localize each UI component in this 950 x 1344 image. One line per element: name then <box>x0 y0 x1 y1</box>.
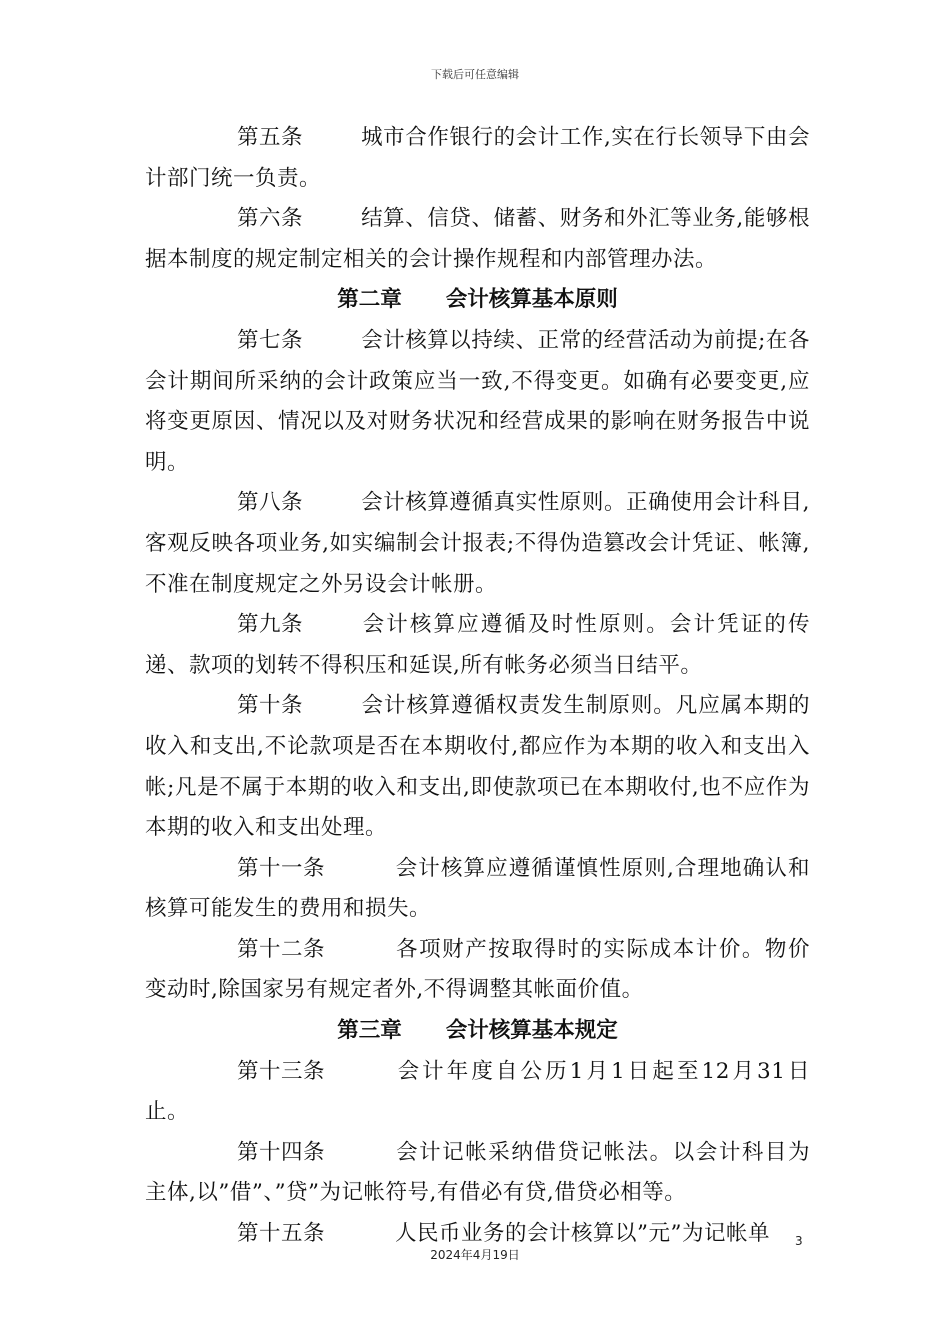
article-paragraph <box>145 930 810 1011</box>
article-text: 会计记帐采纳借贷记帐法。以会计科目为主体,以”借”、”贷”为记帐符号,有借必有贷,借贷必相等。 <box>145 1139 810 1206</box>
article-text: 会计核算遵循权责发生制原则。凡应属本期的收入和支出,不论款项是否在本期收付,都应作为本期的收入和支出入帐;凡是不属于本期的收入和支出,即使款项已在本期收付,也不应作为本期的收入和支出处理。 <box>145 693 810 841</box>
article-paragraph <box>145 483 810 605</box>
article-text: 会计核算以持续、正常的经营活动为前提;在各会计期间所采纳的会计政策应当一致,不得变更。如确有必要变更,应将变更原因、情况以及对财务状况和经营成果的影响在财务报告中说明。 <box>145 327 810 475</box>
article-text: 结算、信贷、储蓄、财务和外汇等业务,能够根据本制度的规定制定相关的会计操作规程和内部管理办法。 <box>145 206 810 272</box>
article-paragraph <box>145 118 810 199</box>
article-label: 第十二条 <box>237 936 326 962</box>
article-label: 第五条 <box>237 125 304 150</box>
article-paragraph <box>145 605 810 686</box>
article-label: 第九条 <box>237 612 304 638</box>
chapter-heading <box>145 1011 810 1052</box>
article-paragraph <box>145 199 810 280</box>
article-text: 会计核算应遵循及时性原则。会计凭证的传递、款项的划转不得积压和延误,所有帐务必须当日结平。 <box>145 612 810 678</box>
article-label: 第十五条 <box>237 1221 326 1247</box>
article-paragraph <box>145 1133 810 1214</box>
article-label: 第七条 <box>237 327 304 353</box>
page-header: 下载后可任意编辑 <box>431 68 519 81</box>
page-number: 3 <box>795 1234 803 1248</box>
article-paragraph <box>145 849 810 930</box>
page-footer-date: 2024年4月19日 <box>430 1248 520 1262</box>
article-text: 会计核算应遵循谨慎性原则,合理地确认和核算可能发生的费用和损失。 <box>145 855 810 922</box>
article-text: 人民币业务的会计核算以”元”为记帐单 <box>395 1221 771 1247</box>
chapter-number: 第三章 <box>337 1018 402 1044</box>
article-text: 会计年度自公历1月1日起至12月31日止。 <box>145 1058 810 1125</box>
article-label: 第八条 <box>237 490 304 516</box>
article-label: 第六条 <box>237 206 304 232</box>
document-body <box>145 118 810 1255</box>
article-text: 城市合作银行的会计工作,实在行长领导下由会计部门统一负责。 <box>145 125 810 191</box>
chapter-number: 第二章 <box>337 287 402 313</box>
article-text: 会计核算遵循真实性原则。正确使用会计科目,客观反映各项业务,如实编制会计报表;不得伪造篡改会计凭证、帐簿,不准在制度规定之外另设会计帐册。 <box>145 490 810 597</box>
article-label: 第十条 <box>237 693 304 719</box>
article-text: 各项财产按取得时的实际成本计价。物价变动时,除国家另有规定者外,不得调整其帐面价值。 <box>145 936 810 1003</box>
article-paragraph <box>145 1052 810 1133</box>
chapter-title: 会计核算基本原则 <box>445 287 618 313</box>
chapter-title: 会计核算基本规定 <box>445 1018 618 1044</box>
article-label: 第十一条 <box>237 855 326 881</box>
article-paragraph <box>145 686 810 848</box>
chapter-heading <box>145 280 810 321</box>
article-label: 第十四条 <box>237 1139 326 1165</box>
article-paragraph <box>145 321 810 483</box>
article-label: 第十三条 <box>237 1058 326 1084</box>
